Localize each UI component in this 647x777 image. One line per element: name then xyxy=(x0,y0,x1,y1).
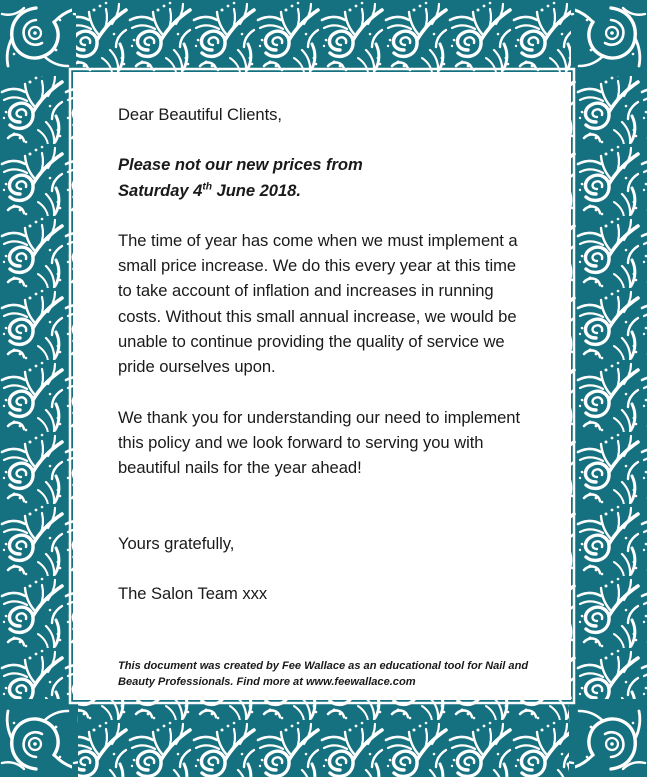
greeting-line: Dear Beautiful Clients, xyxy=(118,105,282,124)
date-heading xyxy=(118,152,531,203)
paragraph-thank-you: We thank you for understanding our need to implement this policy and we look forward to serving you with beautiful nails for the year ahead! xyxy=(118,407,521,478)
team-signature: The Salon Team xxx xyxy=(118,583,268,603)
date-heading-line-2-suffix: June 2018. xyxy=(211,180,301,200)
date-heading-line-1: Please not our new prices from xyxy=(118,155,363,175)
signoff-line: Yours gratefully, xyxy=(118,533,235,553)
footer-attribution: This document was created by Fee Wallace as an educational tool for Nail and Beauty Professionals. Find more at www.feewallace.com xyxy=(118,660,529,688)
paragraph-price-increase: The time of year has come when we must implement a small price increase. We do this every year at this time to take account of inflation and increases in running costs. Without this small annual increase, we would be unable to continue providing the quality of service we pride ourselves upon. xyxy=(118,230,518,377)
letter-panel xyxy=(73,72,571,700)
date-heading-line-2-prefix: Saturday 4 xyxy=(118,180,203,200)
letter-body xyxy=(118,102,531,606)
date-ordinal-suffix: th xyxy=(202,181,212,193)
